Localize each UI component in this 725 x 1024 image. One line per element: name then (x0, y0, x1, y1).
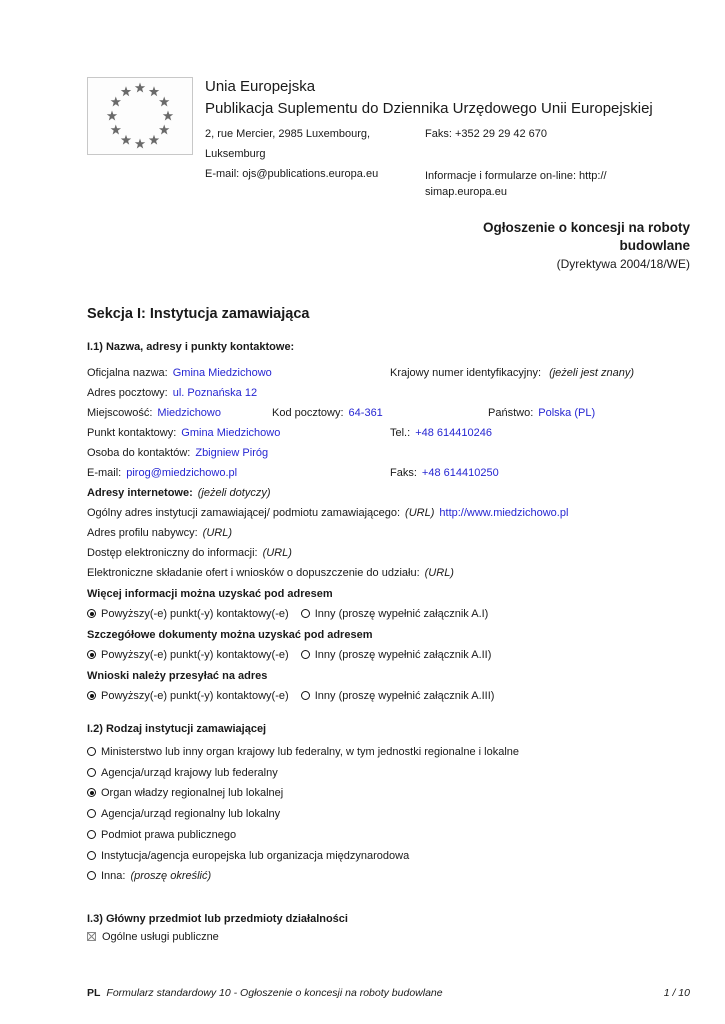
general-url-label: Ogólny adres instytucji zamawiającej/ podmiotu zamawiającego: (87, 507, 401, 519)
radio-same-contact-point[interactable] (87, 691, 96, 700)
city-label: Miejscowość: (87, 407, 153, 419)
radio-icon[interactable] (87, 788, 96, 797)
radio-other-label: Inny (proszę wypełnić załącznik A.I) (314, 608, 489, 620)
general-url-value[interactable]: http://www.miedzichowo.pl (439, 507, 569, 519)
country-label: Państwo: (488, 407, 534, 419)
specs-heading: Szczegółowe dokumenty można uzyskać pod adresem (87, 629, 373, 641)
option-label: Podmiot prawa publicznego (101, 828, 237, 841)
option-other (87, 866, 690, 887)
postcode-label: Kod pocztowy: (272, 407, 344, 419)
city-value: Miedzichowo (157, 407, 221, 419)
fax-value: +48 614410250 (421, 467, 499, 479)
option-regional-authority (87, 783, 690, 804)
fax-label: Faks: (390, 467, 417, 479)
footer-language: PL (87, 987, 101, 999)
option-national-agency (87, 763, 690, 784)
specs-choice (87, 645, 690, 665)
radio-same-label: Powyższy(-e) punkt(-y) kontaktowy(-e) (101, 649, 289, 661)
internet-label: Adresy internetowe: (87, 487, 193, 499)
radio-same-label: Powyższy(-e) punkt(-y) kontaktowy(-e) (101, 608, 289, 620)
contact-point-label: Punkt kontaktowy: (87, 427, 177, 439)
radio-icon[interactable] (87, 830, 96, 839)
email-value[interactable]: pirog@miedzichowo.pl (126, 467, 238, 479)
radio-same-contact-point[interactable] (87, 650, 96, 659)
notice-title (87, 219, 690, 273)
field-email-fax (87, 463, 690, 483)
electronic-submission-label: Elektroniczne składanie ofert i wniosków o dopuszczenie do udziału: (87, 567, 420, 579)
header-online-info (425, 164, 690, 200)
page-number: 1 / 10 (663, 987, 690, 999)
postal-value: ul. Poznańska 12 (172, 387, 258, 399)
header-online-line2: simap.europa.eu (425, 186, 507, 198)
notice-title-line2: budowlane (619, 238, 690, 253)
national-id-hint: (jeżeli jest znany) (549, 367, 635, 379)
notice-title-line1: Ogłoszenie o koncesji na roboty (482, 220, 690, 235)
email-label: E-mail: (87, 467, 122, 479)
header-email: E-mail: ojs@publications.europa.eu (205, 168, 379, 180)
requests-choice (87, 686, 690, 706)
requests-heading: Wnioski należy przesyłać na adres (87, 670, 268, 682)
header-address: 2, rue Mercier, 2985 Luxembourg, Luksemburg (205, 128, 371, 160)
url-hint: (URL) (202, 527, 233, 539)
radio-other-address[interactable] (301, 609, 310, 618)
internet-addresses-row (87, 483, 690, 503)
field-electronic-access (87, 543, 690, 563)
radio-other-address[interactable] (301, 691, 310, 700)
radio-icon[interactable] (87, 871, 96, 880)
tel-label: Tel.: (390, 427, 411, 439)
option-label: Inna: (101, 870, 126, 883)
radio-other-label: Inny (proszę wypełnić załącznik A.II) (314, 649, 492, 661)
eu-flag (87, 77, 193, 155)
postcode-value: 64-361 (348, 407, 383, 419)
more-info-heading: Więcej informacji można uzyskać pod adresem (87, 588, 333, 600)
electronic-access-label: Dostęp elektroniczny do informacji: (87, 547, 258, 559)
directive-reference: (Dyrektywa 2004/18/WE) (556, 257, 690, 271)
field-city-row (87, 403, 690, 423)
person-value: Zbigniew Piróg (195, 447, 269, 459)
tel-value: +48 614410246 (415, 427, 492, 439)
option-ministry (87, 742, 690, 763)
main-activity-row (87, 927, 690, 947)
field-general-url (87, 503, 690, 523)
field-official-name (87, 363, 690, 383)
radio-icon[interactable] (87, 809, 96, 818)
url-hint: (URL) (424, 567, 454, 579)
country-value: Polska (PL) (538, 407, 596, 419)
field-postal-address (87, 383, 690, 403)
option-label: Ministerstwo lub inny organ krajowy lub federalny, w tym jednostki regionalne i lokalne (101, 746, 519, 758)
header-org: Unia Europejska (205, 78, 316, 95)
more-info-choice (87, 604, 690, 624)
option-regional-agency (87, 804, 690, 825)
radio-other-label: Inny (proszę wypełnić załącznik A.III) (314, 690, 495, 702)
national-id-label: Krajowy numer identyfikacyjny: (390, 367, 542, 379)
person-label: Osoba do kontaktów: (87, 447, 191, 459)
option-public-law-body (87, 825, 690, 846)
contact-point-value: Gmina Miedzichowo (181, 427, 281, 439)
internet-hint: (jeżeli dotyczy) (197, 487, 271, 499)
i1-heading: I.1) Nazwa, adresy i punkty kontaktowe: (87, 341, 295, 353)
footer-form-name: Formularz standardowy 10 - Ogłoszenie o koncesji na roboty budowlane (106, 987, 443, 999)
official-name-label: Oficjalna nazwa: (87, 367, 168, 379)
field-contact-person (87, 443, 690, 463)
buyer-profile-label: Adres profilu nabywcy: (87, 527, 198, 539)
field-contact-point (87, 423, 690, 443)
radio-icon[interactable] (87, 851, 96, 860)
authority-type-options (87, 742, 690, 887)
radio-other-address[interactable] (301, 650, 310, 659)
official-name-value: Gmina Miedzichowo (172, 367, 272, 379)
i3-heading: I.3) Główny przedmiot lub przedmioty działalności (87, 912, 348, 925)
radio-icon[interactable] (87, 768, 96, 777)
radio-icon[interactable] (87, 747, 96, 756)
i2-heading: I.2) Rodzaj instytucji zamawiającej (87, 723, 267, 735)
radio-same-label: Powyższy(-e) punkt(-y) kontaktowy(-e) (101, 690, 289, 702)
field-electronic-submission (87, 563, 690, 583)
option-label: Agencja/urząd krajowy lub federalny (101, 766, 278, 779)
option-label: Instytucja/agencja europejska lub organizacja międzynarodowa (101, 849, 410, 862)
option-other-hint: (proszę określić) (130, 870, 212, 883)
header-publication: Publikacja Suplementu do Dziennika Urzędowego Unii Europejskiej (205, 100, 653, 117)
header-online-line1: Informacje i formularze on-line: http:// (425, 170, 607, 182)
field-buyer-profile (87, 523, 690, 543)
url-hint: (URL) (405, 507, 435, 519)
option-label: Agencja/urząd regionalny lub lokalny (101, 808, 281, 821)
section1-heading: Sekcja I: Instytucja zamawiająca (87, 306, 310, 322)
radio-same-contact-point[interactable] (87, 609, 96, 618)
checkbox-icon[interactable] (87, 932, 96, 941)
checkbox-label: Ogólne usługi publiczne (102, 930, 219, 943)
document-header (87, 77, 690, 200)
option-european-institution (87, 846, 690, 867)
page-footer (87, 986, 690, 1000)
postal-label: Adres pocztowy: (87, 387, 168, 399)
header-fax: Faks: +352 29 29 42 670 (425, 128, 548, 140)
option-label: Organ władzy regionalnej lub lokalnej (101, 787, 284, 800)
url-hint: (URL) (262, 547, 292, 559)
